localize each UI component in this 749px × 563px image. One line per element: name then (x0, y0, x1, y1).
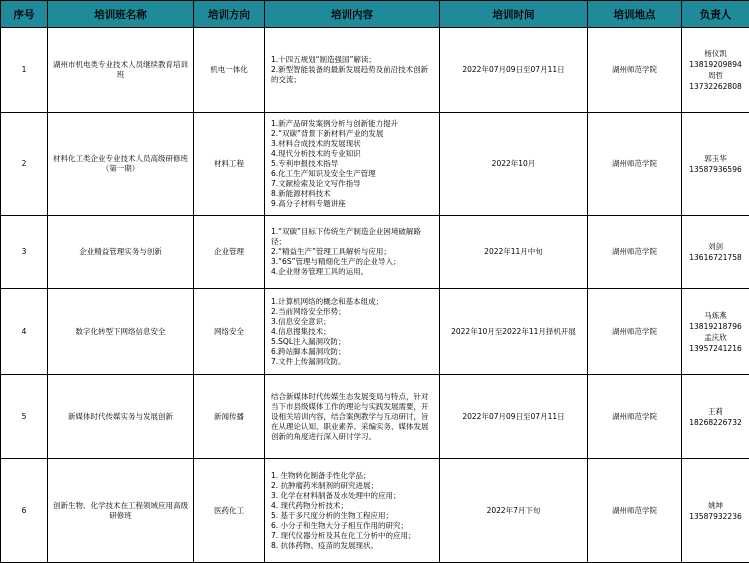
table-row (1, 113, 749, 216)
cell-no: 5 (1, 375, 48, 459)
contact-phone: 13732262808 (686, 81, 745, 92)
cell-content (265, 28, 440, 113)
cell-no: 1 (1, 28, 48, 113)
header-time: 培训时间 (440, 1, 588, 28)
cell-place: 湖州师范学院 (588, 375, 682, 459)
cell-no: 4 (1, 289, 48, 375)
content-line: 7.文件上传漏洞攻防。 (271, 357, 435, 367)
cell-place: 湖州师范学院 (588, 459, 682, 563)
contact-name: 孟庆欣 (686, 332, 745, 343)
content-line: 1.十四五规划“制造强国”解读； (271, 55, 435, 65)
table-row (1, 375, 749, 459)
content-line: 结合新媒体时代传媒生态发展变局与特点，针对当下市县级媒体工作的理论与实践发展需要，开设相关培训内容，结合案例教学与互动研讨，旨在从理论认知、职业素养、采编实务、媒体发展创新的角度进行深入研讨学习。 (271, 392, 435, 442)
cell-place: 湖州师范学院 (588, 289, 682, 375)
contact-phone: 13587936596 (686, 164, 745, 175)
contact-phone: 18268226732 (686, 417, 745, 428)
cell-time: 2022年10月 (440, 113, 588, 216)
contact-name: 马炼燕 (686, 310, 745, 321)
content-line: 3.材料合成技术的发展现状 (271, 139, 435, 149)
header-no: 序号 (1, 1, 48, 28)
contact-name: 刘剑 (686, 241, 745, 252)
cell-no: 3 (1, 216, 48, 289)
cell-direction: 新闻传播 (194, 375, 265, 459)
contact-name: 郭玉华 (686, 153, 745, 164)
cell-content (265, 459, 440, 563)
contact-phone: 13957241216 (686, 343, 745, 354)
cell-time: 2022年07月09日至07月11日 (440, 375, 588, 459)
content-line: 1.计算机网络的概念和基本组成； (271, 297, 435, 307)
cell-place: 湖州师范学院 (588, 216, 682, 289)
contact-name: 王莉 (686, 406, 745, 417)
cell-name: 创新生物、化学技术在工程领域应用高级研修班 (48, 459, 194, 563)
cell-content (265, 216, 440, 289)
cell-contact (682, 459, 749, 563)
content-line: 3.信息安全意识； (271, 317, 435, 327)
content-line: 1.新产品研发案例分析与创新能力提升 (271, 119, 435, 129)
cell-time: 2022年7月下旬 (440, 459, 588, 563)
contact-phone: 13587932236 (686, 511, 745, 522)
content-line: 3. 化学在材料制备及水处理中的应用； (271, 491, 435, 501)
content-line: 2.“精益生产”管理工具解析与应用； (271, 247, 435, 257)
content-line: 5. 基于多尺度分析的生物工程应用； (271, 511, 435, 521)
content-line: 1.“双碳”目标下传统生产制造企业困境破解路径； (271, 227, 435, 247)
cell-name: 湖州市机电类专业技术人员继续教育培训班 (48, 28, 194, 113)
content-line: 8.新能源材料技术 (271, 189, 435, 199)
content-line: 3.“6S”管理与精细化生产的企业导入； (271, 257, 435, 267)
cell-content (265, 289, 440, 375)
cell-name: 材料化工类企业专业技术人员高级研修班（第一期） (48, 113, 194, 216)
cell-time: 2022年10月至2022年11月择机开展 (440, 289, 588, 375)
table-row (1, 28, 749, 113)
content-line: 2.当前网络安全形势； (271, 307, 435, 317)
content-line: 6. 小分子和生物大分子相互作用的研究； (271, 521, 435, 531)
header-contact: 负责人 (682, 1, 749, 28)
content-line: 4.现代分析技术的专业知识 (271, 149, 435, 159)
content-line: 8. 抗体药物、疫苗的发展现状。 (271, 541, 435, 551)
content-line: 5.SQL注入漏洞攻防； (271, 337, 435, 347)
table-row (1, 216, 749, 289)
content-line: 6.化工生产知识及安全生产管理 (271, 169, 435, 179)
contact-phone: 13819209894 (686, 59, 745, 70)
content-line: 7.文献检索及论文写作指导 (271, 179, 435, 189)
content-line: 5.专利申报技术指导 (271, 159, 435, 169)
cell-direction: 网络安全 (194, 289, 265, 375)
header-direction: 培训方向 (194, 1, 265, 28)
cell-contact (682, 113, 749, 216)
content-line: 2. 抗肿瘤药米制剂的研究进展； (271, 481, 435, 491)
content-line: 1. 生物转化制备手性化学品； (271, 471, 435, 481)
cell-contact (682, 289, 749, 375)
content-line: 6.跨站脚本漏洞攻防； (271, 347, 435, 357)
cell-direction: 企业管理 (194, 216, 265, 289)
cell-direction: 机电一体化 (194, 28, 265, 113)
content-line: 2.新型智能装备的最新发展趋势及前沿技术创新的交流； (271, 65, 435, 85)
contact-phone: 13616721758 (686, 252, 745, 263)
cell-name: 企业精益管理实务与创新 (48, 216, 194, 289)
cell-contact (682, 375, 749, 459)
cell-time: 2022年07月09日至07月11日 (440, 28, 588, 113)
table-row (1, 459, 749, 563)
cell-direction: 医药化工 (194, 459, 265, 563)
content-line: 9.高分子材料专题讲座 (271, 199, 435, 209)
cell-time: 2022年11月中旬 (440, 216, 588, 289)
contact-name: 周哲 (686, 70, 745, 81)
cell-content (265, 375, 440, 459)
cell-name: 数字化转型下网络信息安全 (48, 289, 194, 375)
header-place: 培训地点 (588, 1, 682, 28)
content-line: 4. 现代药物分析技术； (271, 501, 435, 511)
cell-place: 湖州师范学院 (588, 28, 682, 113)
cell-contact (682, 216, 749, 289)
cell-no: 6 (1, 459, 48, 563)
contact-name: 杨仪凯 (686, 48, 745, 59)
contact-name: 姚坤 (686, 500, 745, 511)
cell-place: 湖州师范学院 (588, 113, 682, 216)
header-row (1, 1, 749, 28)
cell-contact (682, 28, 749, 113)
cell-name: 新媒体时代传媒实务与发展创新 (48, 375, 194, 459)
table-row (1, 289, 749, 375)
cell-direction: 材料工程 (194, 113, 265, 216)
content-line: 4.企业财务管理工具的运用。 (271, 267, 435, 277)
content-line: 7. 现代仪器分析及其在化工分析中的应用； (271, 531, 435, 541)
cell-content (265, 113, 440, 216)
contact-phone: 13819218796 (686, 321, 745, 332)
content-line: 2.“双碳”背景下新材料产业的发展 (271, 129, 435, 139)
content-line: 4.信息搜集技术； (271, 327, 435, 337)
header-name: 培训班名称 (48, 1, 194, 28)
cell-no: 2 (1, 113, 48, 216)
header-content: 培训内容 (265, 1, 440, 28)
